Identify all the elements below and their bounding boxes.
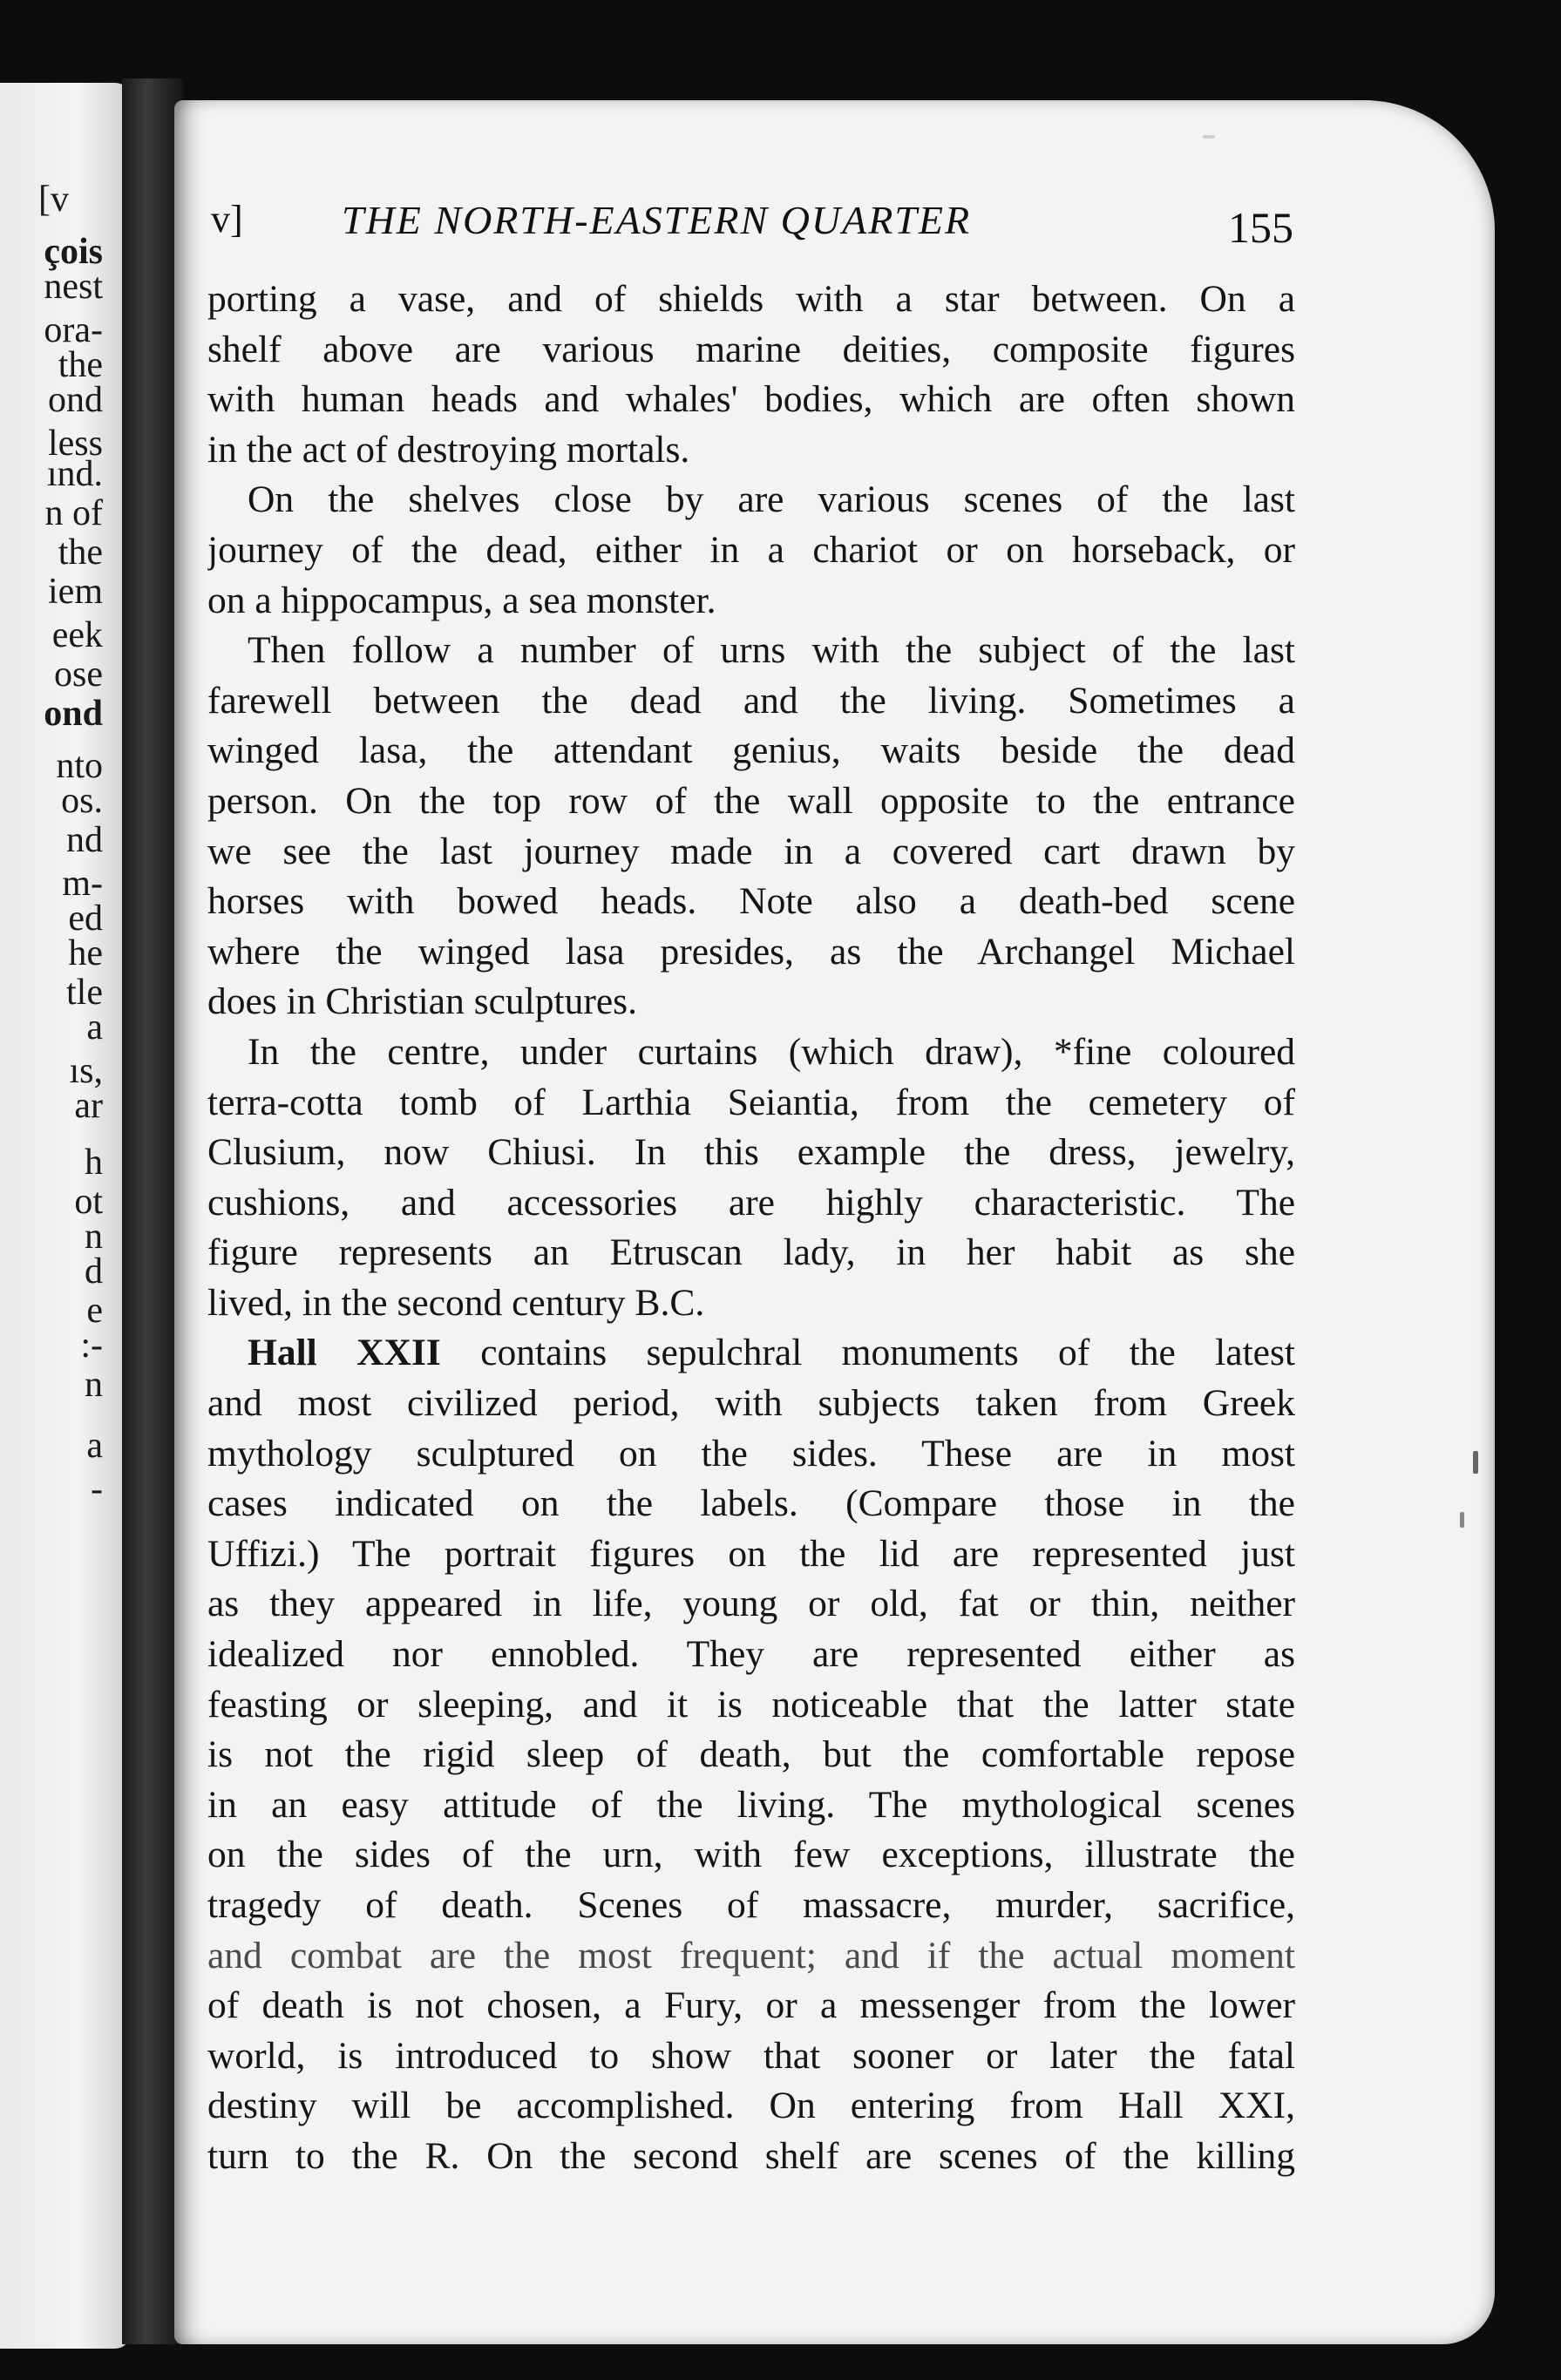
text-line [207, 676, 1295, 727]
text-line [207, 1078, 1295, 1129]
text-line [207, 726, 1295, 776]
text-run: turn to the R. On the second shelf are scenes of the killing [207, 2134, 1295, 2177]
text-run: porting a vase, and of shields with a star between. On a [207, 278, 1295, 320]
text-line [207, 1579, 1295, 1630]
text-line [207, 2081, 1295, 2132]
text-line [207, 475, 1295, 525]
previous-page-fragment: nest [44, 267, 103, 307]
text-run: lived, in the second century B.C. [207, 1281, 705, 1324]
running-head [211, 193, 1293, 251]
text-run: on the sides of the urn, with few exceptions, illustrate the [207, 1834, 1295, 1876]
previous-page-fragment: ed [68, 898, 103, 939]
previous-page-fragment: ora- [44, 310, 103, 350]
previous-page-fragment: ose [54, 654, 103, 695]
previous-page-fragment: ond [48, 380, 103, 420]
text-run: shelf above are various marine deities, composite figures [207, 328, 1295, 370]
body-text [207, 275, 1295, 2182]
text-run: farewell between the dead and the living. Sometimes a [207, 679, 1295, 722]
previous-page-fragment: nd [66, 820, 103, 860]
previous-page-section-marker: [v [38, 180, 69, 220]
previous-page-fragment: the [58, 345, 103, 385]
previous-page-fragment: ınd. [46, 454, 103, 494]
previous-page-fragment: :- [80, 1326, 103, 1366]
text-line [207, 626, 1295, 676]
bold-run: Hall XXII [248, 1332, 441, 1374]
previous-page-fragment: less [48, 424, 103, 464]
previous-page-fragment: e [86, 1291, 103, 1331]
text-run: journey of the dead, either in a chariot or on horseback, or [207, 528, 1295, 571]
text-line [207, 2031, 1295, 2082]
previous-page-fragment: - [91, 1469, 103, 1509]
text-run: world, is introduced to show that sooner or later the fatal [207, 2034, 1295, 2077]
text-line [207, 1379, 1295, 1429]
text-line [207, 275, 1295, 325]
text-line [207, 1680, 1295, 1731]
text-line [207, 1730, 1295, 1780]
text-line [207, 1780, 1295, 1831]
text-run: feasting or sleeping, and it is noticeable that the latter state [207, 1683, 1295, 1726]
text-run: person. On the top row of the wall opposite to the entrance [207, 779, 1295, 822]
text-run: and most civilized period, with subjects taken from Greek [207, 1382, 1295, 1425]
text-line [207, 325, 1295, 376]
text-run: terra-cotta tomb of Larthia Seiantia, from the cemetery of [207, 1081, 1295, 1123]
text-run: of death is not chosen, a Fury, or a messenger from the lower [207, 1984, 1295, 2027]
text-run: with human heads and whales' bodies, which are often shown [207, 378, 1295, 421]
text-run: on a hippocampus, a sea monster. [207, 579, 716, 621]
text-run: does in Christian sculptures. [207, 980, 637, 1023]
text-run: On the shelves close by are various scenes of the last [248, 478, 1295, 521]
previous-page-fragment: nto [56, 746, 103, 786]
text-run: cases indicated on the labels. (Compare those in the [207, 1482, 1295, 1525]
previous-page-fragment: d [85, 1251, 103, 1292]
previous-page-edge [0, 83, 131, 2349]
chapter-title: THE NORTH-EASTERN QUARTER [342, 198, 972, 242]
previous-page-fragment: n of [44, 493, 103, 533]
previous-page-fragment: os. [61, 781, 103, 821]
previous-page-fragment: iem [48, 572, 103, 612]
text-line [207, 977, 1295, 1027]
text-line [207, 375, 1295, 425]
previous-page-fragment: ıs, [69, 1051, 103, 1091]
previous-page-fragment: ot [74, 1182, 103, 1222]
text-run: is not the rigid sleep of death, but the comfortable repose [207, 1733, 1295, 1776]
previous-page-fragment: h [85, 1143, 103, 1183]
text-run: tragedy of death. Scenes of massacre, murder, sacrifice, [207, 1884, 1295, 1926]
text-run: Clusium, now Chiusi. In this example the dress, jewelry, [207, 1131, 1295, 1174]
text-line [207, 1630, 1295, 1680]
text-line [207, 1830, 1295, 1881]
previous-page-fragment: çois [44, 232, 103, 272]
previous-page-fragment: n [85, 1217, 103, 1257]
text-run: destiny will be accomplished. On entering from Hall XXI, [207, 2085, 1295, 2127]
text-line [207, 1278, 1295, 1329]
text-line [207, 2132, 1295, 2182]
text-run: Then follow a number of urns with the subject of the last [248, 629, 1295, 672]
text-line [207, 776, 1295, 827]
text-line [207, 1479, 1295, 1529]
text-run: figure represents an Etruscan lady, in her habit as she [207, 1231, 1295, 1274]
previous-page-fragment: the [58, 532, 103, 573]
text-run: contains sepulchral monuments of the latest [440, 1332, 1295, 1374]
text-run: in the act of destroying mortals. [207, 428, 690, 471]
text-line [207, 1881, 1295, 1931]
text-run: we see the last journey made in a covered cart drawn by [207, 830, 1295, 872]
text-run: In the centre, under curtains (which draw), *fine coloured [248, 1030, 1295, 1073]
text-run: in an easy attitude of the living. The mythological scenes [207, 1783, 1295, 1826]
page-number: 155 [1228, 203, 1293, 252]
text-run: as they appeared in life, young or old, fat or thin, neither [207, 1583, 1295, 1625]
text-line [207, 1529, 1295, 1580]
previous-page-fragment: m- [62, 864, 103, 904]
text-run: and combat are the most frequent; and if the actual moment [207, 1934, 1295, 1977]
text-line [207, 1328, 1295, 1379]
previous-page-fragment: he [68, 933, 103, 973]
text-line [207, 927, 1295, 978]
text-line [207, 827, 1295, 878]
text-line [207, 1027, 1295, 1078]
text-run: Uffizi.) The portrait figures on the lid are represented just [207, 1532, 1295, 1575]
text-line [207, 1429, 1295, 1480]
previous-page-fragment: ar [74, 1086, 103, 1126]
paper-speck [1473, 1451, 1478, 1474]
previous-page-fragment: a [86, 1007, 103, 1048]
text-line [207, 525, 1295, 576]
text-run: horses with bowed heads. Note also a death-bed scene [207, 880, 1295, 923]
text-run: cushions, and accessories are highly characteristic. The [207, 1181, 1295, 1224]
text-run: where the winged lasa presides, as the Archangel Michael [207, 930, 1295, 973]
text-line [207, 576, 1295, 627]
paper-speck [1203, 135, 1215, 139]
previous-page-fragment: tle [66, 973, 103, 1013]
text-line [207, 1228, 1295, 1278]
previous-page-fragment: eek [51, 615, 103, 655]
text-run: idealized nor ennobled. They are represented either as [207, 1633, 1295, 1676]
text-line [207, 1931, 1295, 1982]
text-line [207, 1128, 1295, 1178]
text-run: winged lasa, the attendant genius, waits beside the dead [207, 729, 1295, 772]
paper-speck [1460, 1512, 1464, 1528]
text-line [207, 1981, 1295, 2031]
text-run: mythology sculptured on the sides. These are in most [207, 1432, 1295, 1475]
text-line [207, 425, 1295, 476]
text-line [207, 877, 1295, 927]
previous-page-fragment: n [85, 1365, 103, 1405]
previous-page-fragment: ond [44, 694, 103, 734]
previous-page-fragment: a [86, 1426, 103, 1466]
text-line [207, 1178, 1295, 1229]
section-marker: v] [211, 198, 243, 241]
